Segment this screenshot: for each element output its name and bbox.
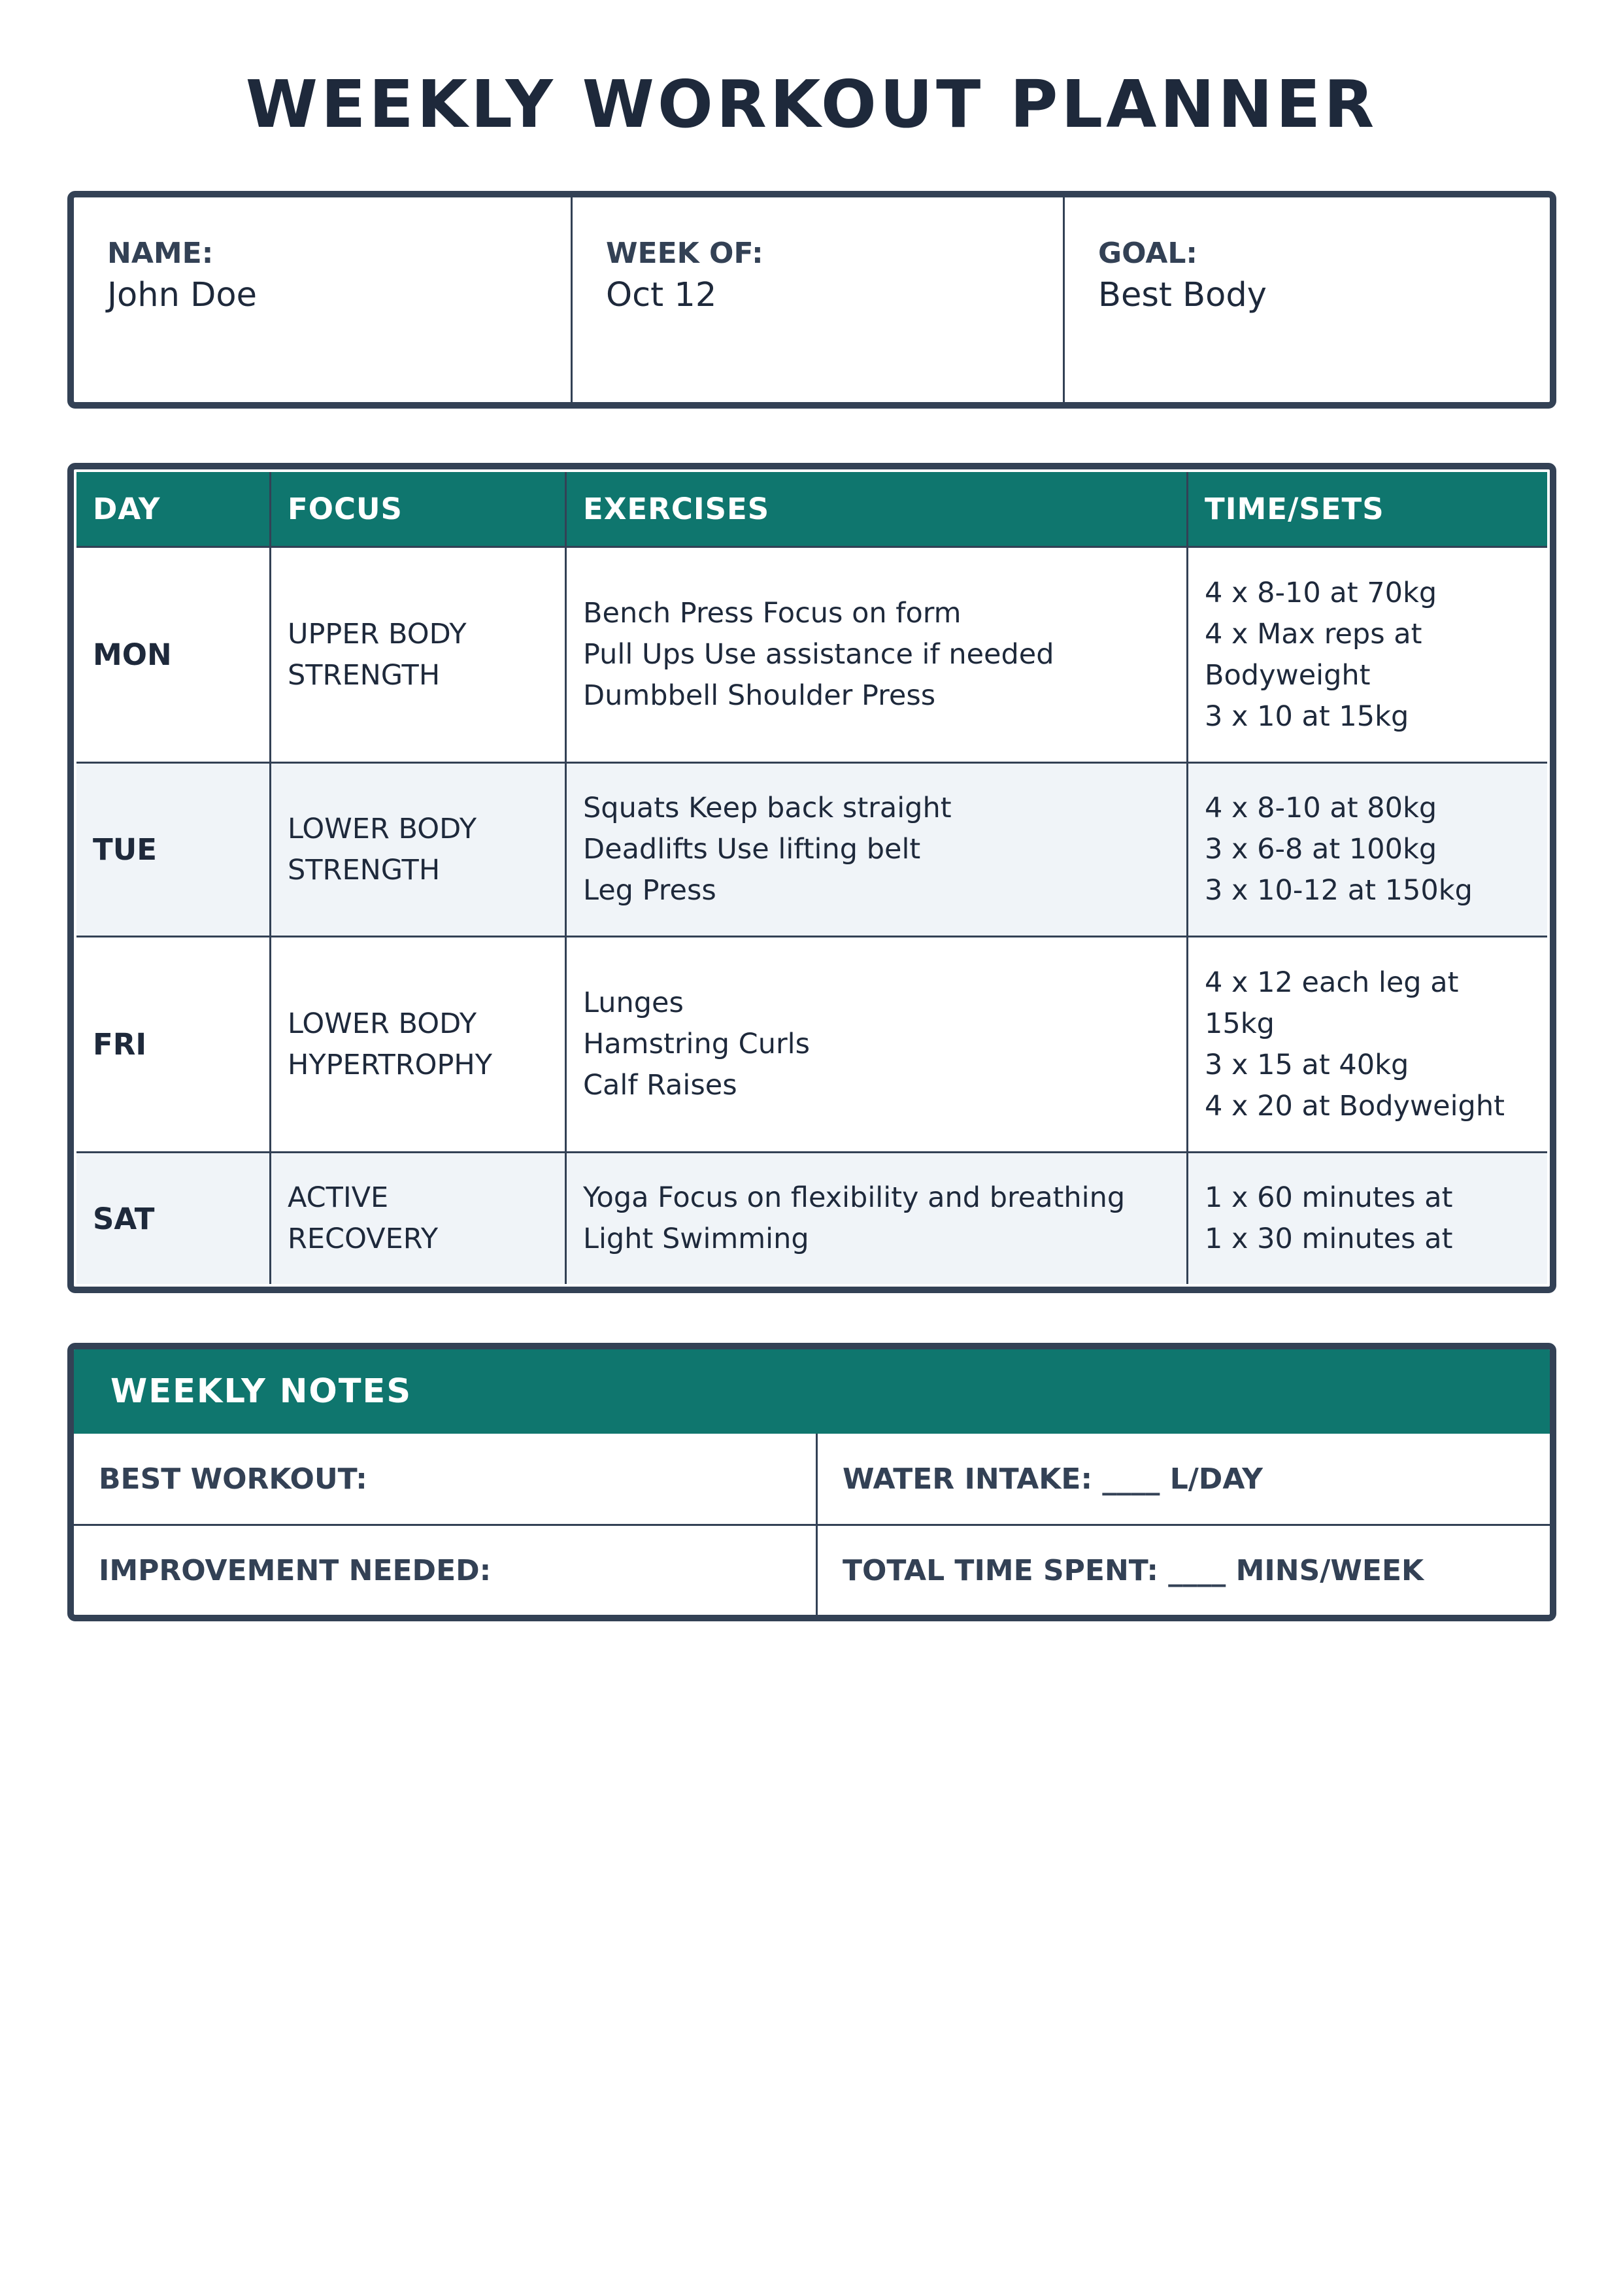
focus-cell-tue: [269, 764, 565, 937]
total-time-spent-field[interactable]: TOTAL TIME SPENT: ____ MINS/WEEK: [816, 1526, 1550, 1615]
focus-line: ACTIVE: [288, 1181, 389, 1214]
day-cell-mon: [76, 548, 269, 764]
sets-line: 4 x 8-10 at 80kg: [1205, 792, 1437, 824]
info-box: [67, 191, 1556, 409]
page-title: WEEKLY WORKOUT PLANNER: [245, 66, 1378, 143]
header-focus: FOCUS: [269, 472, 565, 548]
exercises-cell-fri: [565, 937, 1186, 1153]
focus-cell-fri: [269, 937, 565, 1153]
focus-cell-mon: [269, 548, 565, 764]
focus-line: RECOVERY: [288, 1223, 439, 1255]
header-exercises: EXERCISES: [565, 472, 1186, 548]
sets-line: 4 x 12 each leg at: [1205, 966, 1459, 999]
sets-line: 3 x 15 at 40kg: [1205, 1048, 1409, 1081]
sets-line: 1 x 30 minutes at: [1205, 1223, 1453, 1255]
day-label: TUE: [93, 832, 157, 867]
focus-cell-sat: [269, 1153, 565, 1284]
sets-cell-sat: [1186, 1153, 1547, 1284]
focus-line: STRENGTH: [288, 658, 441, 692]
day-cell-sat: [76, 1153, 269, 1284]
weekly-notes-box: [67, 1343, 1556, 1621]
exercise-line: Deadlifts Use lifting belt: [583, 833, 921, 866]
goal-label: GOAL:: [1098, 237, 1198, 270]
exercise-line: Squats Keep back straight: [583, 792, 952, 824]
name-label: NAME:: [107, 237, 214, 270]
goal-field[interactable]: [1063, 197, 1550, 402]
sets-line: 4 x 8-10 at 70kg: [1205, 576, 1437, 609]
water-intake-field[interactable]: WATER INTAKE: ____ L/DAY: [816, 1434, 1550, 1526]
exercise-line: Hamstring Curls: [583, 1028, 810, 1060]
sets-cell-tue: [1186, 764, 1547, 937]
sets-line: 3 x 10 at 15kg: [1205, 700, 1409, 733]
sets-line: 4 x 20 at Bodyweight: [1205, 1089, 1505, 1123]
name-value: John Doe: [107, 276, 257, 314]
day-label: SAT: [93, 1201, 155, 1236]
sets-line: 3 x 6-8 at 100kg: [1205, 833, 1437, 866]
week-of-label: WEEK OF:: [606, 237, 763, 270]
header-day: DAY: [76, 472, 269, 548]
best-workout-field[interactable]: BEST WORKOUT:: [74, 1434, 816, 1526]
focus-line: HYPERTROPHY: [288, 1048, 492, 1081]
exercise-line: Leg Press: [583, 874, 716, 907]
day-cell-fri: [76, 937, 269, 1153]
focus-line: STRENGTH: [288, 853, 441, 886]
sets-cell-mon: [1186, 548, 1547, 764]
exercises-cell-sat: [565, 1153, 1186, 1284]
exercise-line: Yoga Focus on flexibility and breathing: [583, 1181, 1126, 1214]
improvement-needed-field[interactable]: IMPROVEMENT NEEDED:: [99, 1553, 492, 1587]
exercise-line: Calf Raises: [583, 1069, 737, 1102]
exercise-line: Bench Press Focus on form: [583, 597, 962, 630]
sets-line: 1 x 60 minutes at: [1205, 1181, 1453, 1214]
week-of-value: Oct 12: [606, 276, 717, 314]
focus-line: LOWER BODY: [288, 812, 477, 845]
sets-line: Bodyweight: [1205, 658, 1371, 692]
weekly-notes-title: WEEKLY NOTES: [74, 1349, 1550, 1434]
exercises-cell-tue: [565, 764, 1186, 937]
sets-line: 3 x 10-12 at 150kg: [1205, 874, 1473, 907]
workout-schedule-table: [67, 463, 1556, 1293]
exercises-cell-mon: [565, 548, 1186, 764]
focus-line: UPPER BODY: [288, 617, 467, 650]
day-cell-tue: [76, 764, 269, 937]
focus-line: LOWER BODY: [288, 1007, 477, 1040]
sets-cell-fri: [1186, 937, 1547, 1153]
exercise-line: Lunges: [583, 987, 684, 1019]
exercise-line: Dumbbell Shoulder Press: [583, 679, 936, 712]
goal-value: Best Body: [1098, 276, 1267, 314]
header-time-sets: TIME/SETS: [1186, 472, 1547, 548]
name-field[interactable]: [74, 197, 571, 402]
exercise-line: Light Swimming: [583, 1223, 809, 1255]
exercise-line: Pull Ups Use assistance if needed: [583, 638, 1054, 671]
day-label: FRI: [93, 1027, 147, 1062]
sets-line: 4 x Max reps at: [1205, 617, 1422, 650]
week-of-field[interactable]: [571, 197, 1063, 402]
sets-line: 15kg: [1205, 1007, 1275, 1040]
day-label: MON: [93, 637, 172, 672]
